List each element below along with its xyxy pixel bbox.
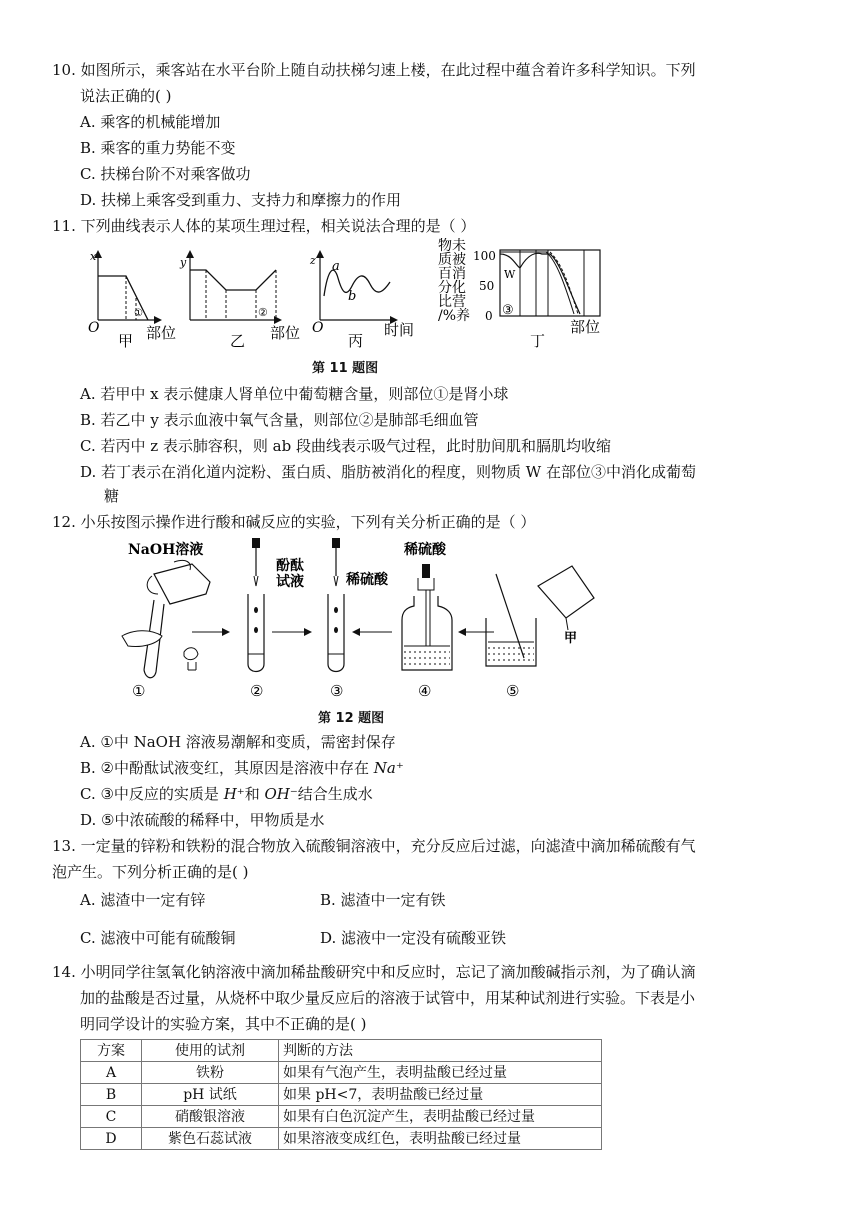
q12-phenol-label-1: 酚酞 <box>276 558 304 574</box>
q11-bing-xlabel: 时间 <box>384 321 415 339</box>
q12-option-c <box>80 784 373 804</box>
table-row <box>81 1106 602 1128</box>
q12-jia-label: 甲 <box>564 631 578 646</box>
table-cell: pH 试纸 <box>142 1084 279 1106</box>
q10-option-d: D. 扶梯上乘客受到重力、支持力和摩擦力的作用 <box>80 191 402 209</box>
q10-option-b: B. 乘客的重力势能不变 <box>80 139 236 157</box>
table-row <box>81 1128 602 1150</box>
q11-yi-name: 乙 <box>230 332 246 350</box>
q11-bing-point-a: a <box>332 259 340 274</box>
q11-ding-ylabel-4: 分化 <box>438 280 466 296</box>
q14-plan-table <box>80 1039 602 1150</box>
q11-figure-caption: 第 11 题图 <box>312 361 379 376</box>
table-header-reagent: 使用的试剂 <box>142 1040 279 1062</box>
q11-ding-ylabel-6: /%养 <box>438 308 471 324</box>
q11-graph-yi <box>179 250 300 350</box>
table-cell: 铁粉 <box>142 1062 279 1084</box>
q11-jia-axis-label: x <box>90 250 97 263</box>
q13-option-a: A. 滤渣中一定有锌 <box>80 891 206 909</box>
table-cell: A <box>81 1062 142 1084</box>
table-header-plan: 方案 <box>81 1040 142 1062</box>
q12-acid-side-label: 稀硫酸 <box>346 572 388 588</box>
q13-option-d: D. 滤液中一定没有硫酸亚铁 <box>320 929 507 947</box>
q11-ding-ylabel-5: 比营 <box>438 294 466 310</box>
q11-yi-xlabel: 部位 <box>270 324 301 342</box>
q11-ding-w-label: W <box>504 268 516 281</box>
q10-option-c: C. 扶梯台阶不对乘客做功 <box>80 165 251 183</box>
q11-graph-ding <box>438 238 600 350</box>
q10-stem-line2: 说法正确的( ) <box>80 87 172 105</box>
q12-step-num-2: ② <box>250 682 264 700</box>
q10-stem-line1: 10. 如图所示，乘客站在水平台阶上随自动扶梯匀速上楼，在此过程中蕴含着许多科学知识。下列 <box>52 61 696 79</box>
q11-option-d-line1: D. 若丁表示在消化道内淀粉、蛋白质、脂肪被消化的程度，则物质 W 在部位③中消化成葡萄 <box>80 463 696 481</box>
q12-option-d: D. ⑤中浓硫酸的稀释中，甲物质是水 <box>80 811 325 829</box>
q12-option-c-text2: 和 <box>244 785 265 803</box>
table-row <box>81 1062 602 1084</box>
q12-figure-caption: 第 12 题图 <box>318 711 385 726</box>
q11-stem: 11. 下列曲线表示人体的某项生理过程，相关说法合理的是（ ） <box>52 217 476 235</box>
q14-stem-line2: 加的盐酸是否过量，从烧杯中取少量反应后的溶液于试管中，用某种试剂进行实验。下表是小 <box>80 989 696 1007</box>
table-cell: 如果 pH<7，表明盐酸已经过量 <box>279 1084 602 1106</box>
q11-jia-origin: O <box>88 320 100 336</box>
q12-step-num-5: ⑤ <box>506 682 520 700</box>
q11-graph-jia <box>88 250 176 350</box>
table-cell: D <box>81 1128 142 1150</box>
q11-bing-axis-label: z <box>310 254 316 267</box>
q12-step4-bottle <box>402 541 452 670</box>
q11-bing-name: 丙 <box>348 332 364 350</box>
q10-option-a: A. 乘客的机械能增加 <box>80 113 221 131</box>
q11-ding-mark: ③ <box>502 303 514 318</box>
q12-option-b-text: B. ②中酚酞试液变红，其原因是溶液中存在 <box>80 759 374 777</box>
q11-option-a: A. 若甲中 x 表示健康人肾单位中葡萄糖含量，则部位①是肾小球 <box>80 385 509 403</box>
q11-yi-axis-label: y <box>180 256 187 269</box>
table-cell: C <box>81 1106 142 1128</box>
q11-graph-bing <box>309 250 414 350</box>
table-row <box>81 1084 602 1106</box>
q11-jia-name: 甲 <box>118 332 134 350</box>
q12-option-c-ion2: OH⁻ <box>264 785 298 803</box>
q11-ding-ylabel-2: 质被 <box>438 252 466 268</box>
q12-step-num-4: ④ <box>418 682 432 700</box>
q14-stem-line3: 明同学设计的实验方案，其中不正确的是( ) <box>80 1015 367 1033</box>
q11-bing-origin: O <box>312 320 324 336</box>
table-cell: 如果溶液变成红色，表明盐酸已经过量 <box>279 1128 602 1150</box>
q13-option-b: B. 滤渣中一定有铁 <box>320 891 446 909</box>
q12-naoh-label: NaOH溶液 <box>128 542 204 558</box>
table-cell: 如果有白色沉淀产生，表明盐酸已经过量 <box>279 1106 602 1128</box>
table-header-row <box>81 1040 602 1062</box>
q13-stem-line1: 13. 一定量的锌粉和铁粉的混合物放入硫酸铜溶液中，充分反应后过滤，向滤渣中滴加稀硫酸有气 <box>52 837 696 855</box>
q12-step-num-3: ③ <box>330 682 344 700</box>
q12-option-c-text1: C. ③中反应的实质是 <box>80 785 224 803</box>
q11-option-c: C. 若丙中 z 表示肺容积，则 ab 段曲线表示吸气过程，此时肋间肌和膈肌均收缩 <box>80 437 612 455</box>
q11-ding-ylabel-1: 物未 <box>438 238 466 254</box>
q11-figure <box>80 238 620 360</box>
q11-jia-mark: ① <box>134 308 143 319</box>
q12-option-a: A. ①中 NaOH 溶液易潮解和变质，需密封保存 <box>80 733 396 751</box>
q12-option-b <box>80 758 404 778</box>
q12-step3-tube <box>328 538 389 672</box>
q14-stem-line1: 14. 小明同学往氢氧化钠溶液中滴加稀盐酸研究中和反应时，忘记了滴加酸碱指示剂，为了确认滴 <box>52 963 696 981</box>
q11-jia-xlabel: 部位 <box>146 324 177 342</box>
table-cell: 如果有气泡产生，表明盐酸已经过量 <box>279 1062 602 1084</box>
q11-ding-tick-0: 0 <box>485 309 493 323</box>
q11-option-b: B. 若乙中 y 表示血液中氧气含量，则部位②是肺部毛细血管 <box>80 411 479 429</box>
table-cell: B <box>81 1084 142 1106</box>
q11-ding-ylabel-3: 百消 <box>438 266 466 282</box>
q12-option-c-text3: 结合生成水 <box>297 785 373 803</box>
q11-yi-mark: ② <box>258 306 268 319</box>
q12-step-num-1: ① <box>132 682 146 700</box>
q12-step2-tube <box>248 538 304 672</box>
q11-ding-tick-100: 100 <box>473 249 496 263</box>
q11-bing-point-b: b <box>348 289 357 304</box>
q11-ding-tick-50: 50 <box>479 279 495 293</box>
q11-ding-xlabel: 部位 <box>570 318 601 336</box>
table-cell: 硝酸银溶液 <box>142 1106 279 1128</box>
q12-phenol-label-2: 试液 <box>276 574 304 590</box>
q12-stem: 12. 小乐按图示操作进行酸和碱反应的实验，下列有关分析正确的是（ ） <box>52 513 536 531</box>
q12-option-b-ion: Na⁺ <box>373 759 404 777</box>
q11-ding-name: 丁 <box>530 332 546 350</box>
q12-figure <box>92 534 612 706</box>
q13-stem-line2: 泡产生。下列分析正确的是( ) <box>52 863 249 881</box>
q13-option-c: C. 滤液中可能有硫酸铜 <box>80 929 236 947</box>
table-cell: 紫色石蕊试液 <box>142 1128 279 1150</box>
table-header-method: 判断的方法 <box>279 1040 602 1062</box>
q12-acid-top-label: 稀硫酸 <box>404 542 446 558</box>
q12-step1-pouring <box>122 541 210 678</box>
q12-step5-beaker <box>486 566 594 666</box>
q11-option-d-line2: 糖 <box>104 487 120 505</box>
q12-option-c-ion1: H⁺ <box>223 785 245 803</box>
